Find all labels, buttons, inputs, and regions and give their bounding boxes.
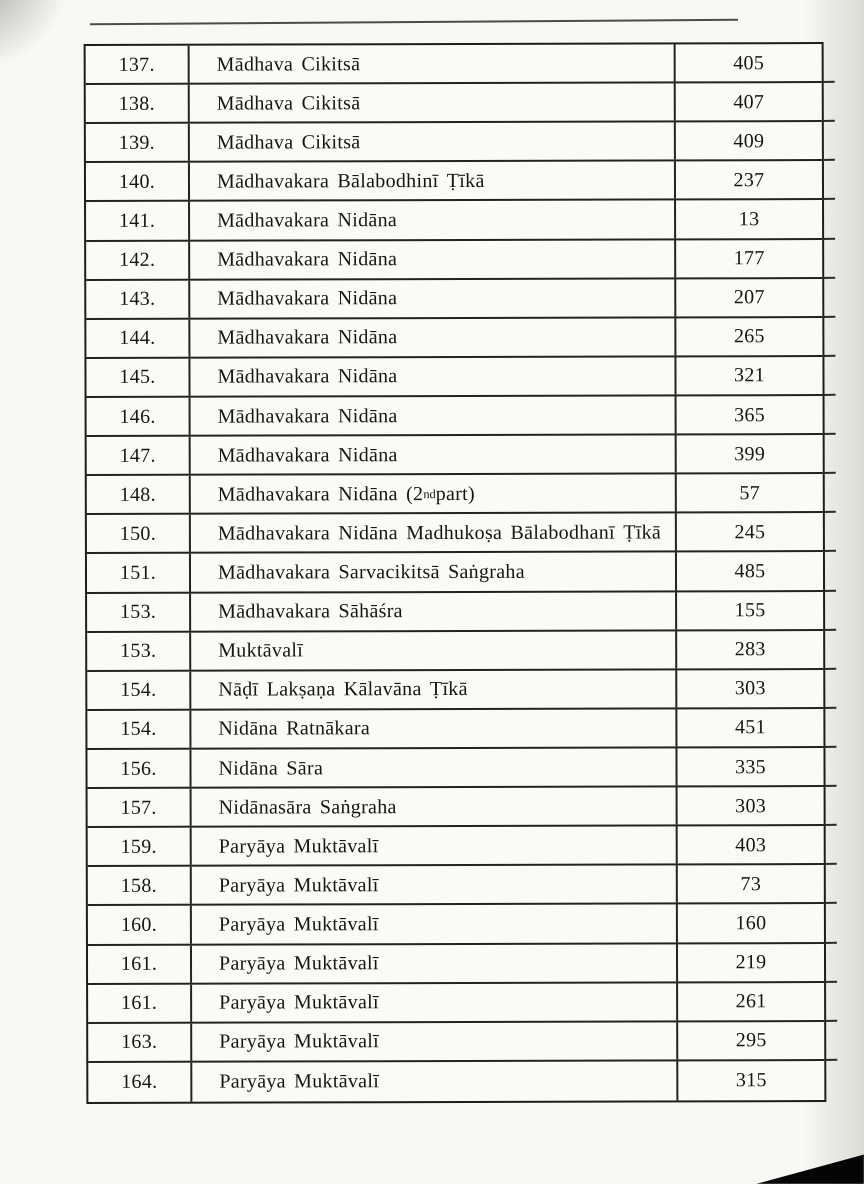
title-cell: Paryāya Muktāvalī (192, 983, 678, 1021)
page-number-cell: 315 (735, 1069, 767, 1092)
title-cell: Muktāvalī (191, 631, 677, 669)
table-row (87, 709, 823, 750)
table-row (86, 200, 822, 241)
table-row (87, 513, 823, 554)
title-cell: Paryāya Muktāvalī (192, 827, 678, 865)
title-cell: Nidāna Sāra (191, 748, 677, 786)
title-cell: Nidānasāra Saṅgraha (192, 788, 678, 826)
page-number-cell: 451 (734, 716, 766, 739)
page-number-cell: 303 (735, 794, 767, 817)
page-number-cell: 399 (734, 442, 766, 465)
serial-number-cell: 148. (87, 476, 191, 513)
table-row (87, 670, 823, 711)
serial-number-cell: 161. (88, 984, 192, 1021)
title-cell: Mādhavakara Nidāna (190, 318, 676, 356)
serial-number-cell: 154. (87, 671, 191, 708)
title-cell: Mādhava Cikitsā (190, 44, 676, 82)
title-cell: Mādhava Cikitsā (190, 123, 676, 161)
page-number-cell: 283 (734, 638, 766, 661)
serial-number-cell: 139. (86, 124, 190, 161)
page-number-cell: 303 (734, 677, 766, 700)
table-row (88, 787, 824, 828)
page-number-cell: 265 (733, 325, 765, 348)
serial-number-cell: 159. (88, 828, 192, 865)
table-row (86, 44, 822, 85)
title-cell: Mādhavakara Bālabodhinī Ṭīkā (190, 162, 676, 200)
serial-number-cell: 156. (87, 750, 191, 787)
title-cell: Paryāya Muktāvalī (192, 1061, 678, 1101)
title-cell: Mādhavakara Nidāna (190, 279, 676, 317)
page-number-cell: 57 (739, 481, 761, 505)
page-number-cell: 403 (735, 833, 767, 857)
page-number-cell: 155 (734, 599, 766, 622)
page-number-cell: 177 (733, 247, 765, 270)
serial-number-cell: 140. (86, 163, 190, 200)
serial-number-cell: 161. (88, 945, 192, 982)
table-row (88, 865, 824, 906)
serial-number-cell: 163. (88, 1023, 192, 1060)
serial-number-cell: 157. (88, 789, 192, 826)
serial-number-cell: 137. (86, 46, 190, 83)
table-row (88, 826, 824, 867)
table-row (87, 435, 823, 476)
scan-smudge-artifact (0, 0, 95, 75)
serial-number-cell: 144. (86, 319, 190, 356)
page-number-cell: 261 (735, 990, 767, 1013)
serial-number-cell: 151. (87, 554, 191, 591)
title-cell: Mādhavakara Nidāna (2 nd part) (191, 475, 677, 513)
table-row (86, 279, 822, 320)
page-number-cell: 295 (735, 1029, 767, 1052)
page-number-cell: 160 (735, 912, 767, 935)
page-number-cell: 73 (740, 873, 762, 896)
page-number-cell: 237 (733, 169, 765, 192)
table-row (86, 318, 822, 359)
table-row (87, 552, 823, 593)
title-cell: Nāḍī Lakṣaṇa Kālavāna Ṭīkā (191, 670, 677, 708)
serial-number-cell: 138. (86, 85, 190, 122)
page-number-cell: 335 (735, 755, 766, 778)
title-cell: Mādhavakara Nidāna (191, 436, 677, 474)
title-cell: Mādhava Cikitsā (190, 84, 676, 122)
page-number-cell: 485 (734, 560, 766, 583)
page-number-cell: 245 (734, 521, 766, 544)
title-cell: Mādhavakara Sāhāśra (191, 592, 677, 630)
title-cell: Paryāya Muktāvalī (192, 1022, 678, 1060)
title-cell: Mādhavakara Nidāna (190, 357, 676, 395)
table-row (86, 122, 822, 163)
table-row (88, 983, 824, 1024)
page-corner-shadow (756, 1152, 864, 1184)
serial-number-cell: 147. (87, 437, 191, 474)
page-number-cell: 219 (735, 951, 767, 974)
cropped-row-rule (90, 19, 738, 26)
page-number-cell: 409 (733, 129, 765, 153)
table-row (87, 592, 823, 633)
table-row (86, 240, 822, 281)
table-row (88, 1022, 824, 1063)
title-cell: Mādhavakara Nidāna (190, 201, 676, 239)
page-number-cell: 405 (733, 51, 765, 74)
page-number-cell: 207 (733, 286, 765, 309)
table-row (88, 944, 824, 985)
title-cell: Paryāya Muktāvalī (192, 905, 678, 943)
serial-number-cell: 160. (88, 906, 192, 943)
serial-number-cell: 142. (86, 241, 190, 278)
title-cell: Paryāya Muktāvalī (192, 866, 678, 904)
title-cell: Paryāya Muktāvalī (192, 944, 678, 982)
table-row (86, 161, 822, 202)
table-row (86, 83, 822, 124)
serial-number-cell: 153. (87, 593, 191, 630)
serial-number-cell: 158. (88, 867, 192, 904)
serial-number-cell: 153. (87, 632, 191, 669)
index-table (84, 42, 827, 1104)
table-row (87, 474, 823, 515)
serial-number-cell: 143. (86, 280, 190, 317)
title-cell: Mādhavakara Nidāna Madhukoṣa Bālabodhanī Ṭīkā (191, 514, 677, 552)
serial-number-cell: 164. (88, 1063, 192, 1102)
page-number-cell: 407 (733, 90, 765, 113)
table-row (88, 1061, 824, 1102)
serial-number-cell: 150. (87, 515, 191, 552)
title-cell: Mādhavakara Sarvacikitsā Saṅgraha (191, 553, 677, 591)
table-row (87, 748, 823, 789)
table-row (87, 396, 823, 437)
serial-number-cell: 141. (86, 202, 190, 239)
serial-number-cell: 154. (87, 711, 191, 748)
table-row (88, 904, 824, 945)
serial-number-cell: 145. (86, 359, 190, 396)
page-number-cell: 321 (734, 364, 765, 387)
table-row (87, 631, 823, 672)
serial-number-cell: 146. (87, 398, 191, 435)
title-cell: Mādhavakara Nidāna (190, 240, 676, 278)
page-number-cell: 13 (738, 208, 760, 231)
title-cell: Mādhavakara Nidāna (191, 396, 677, 434)
title-cell: Nidāna Ratnākara (191, 709, 677, 747)
table-row (86, 357, 822, 398)
page-number-cell: 365 (734, 403, 766, 426)
